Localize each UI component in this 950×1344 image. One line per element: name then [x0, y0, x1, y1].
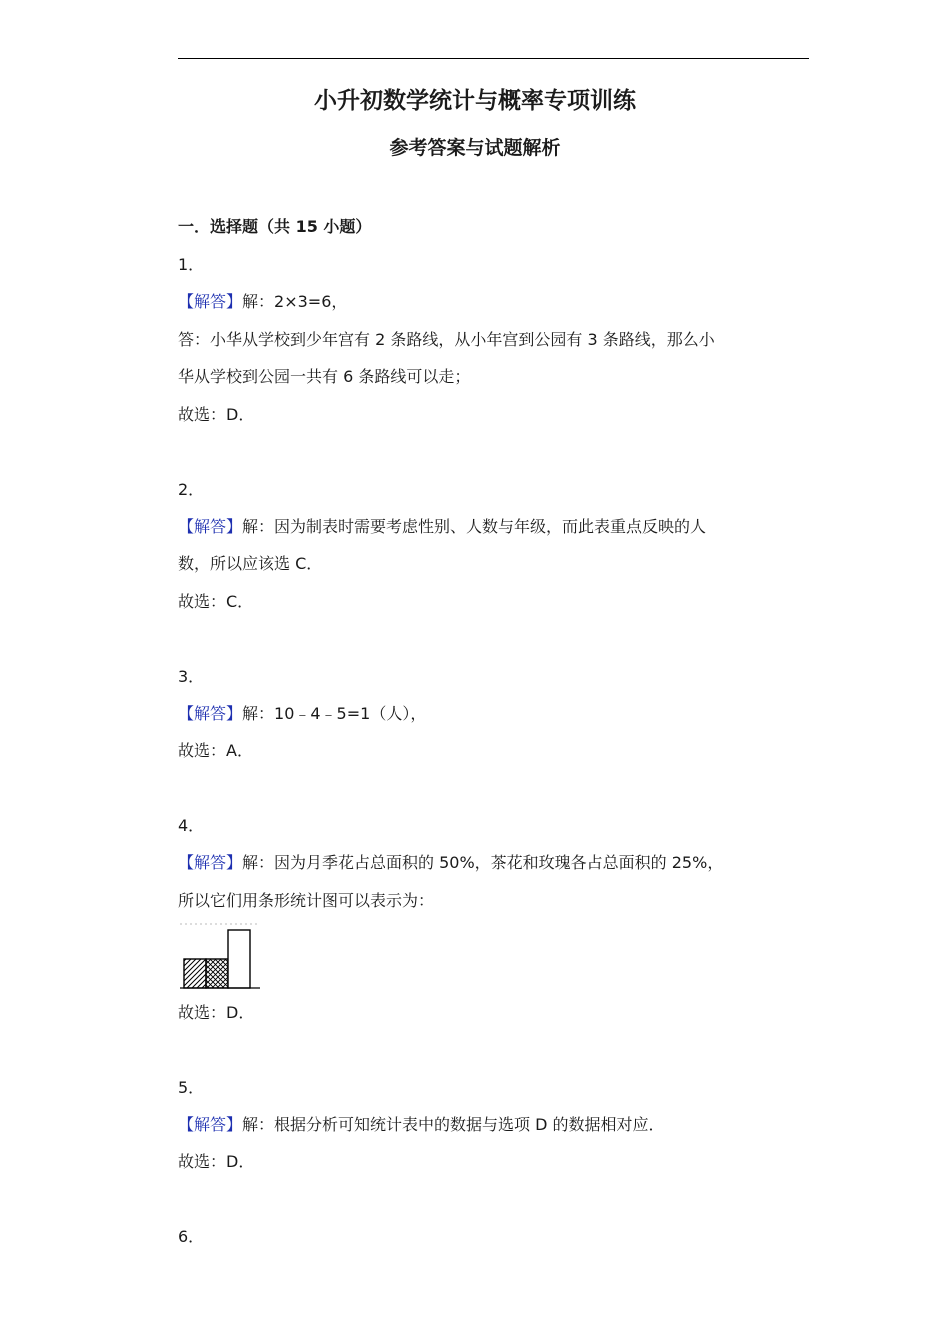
q5-choice: 故选：D．	[178, 1152, 255, 1171]
q1-number: 1．	[178, 255, 205, 274]
answer-tag: 【解答】	[178, 292, 243, 311]
q4-choice: 故选：D．	[178, 1003, 255, 1022]
q5-number: 5．	[178, 1078, 205, 1097]
answer-tag: 【解答】	[178, 853, 243, 872]
q3-answer: 解：10﹣4﹣5=1（人），	[242, 704, 427, 723]
page-title: 小升初数学统计与概率专项训练	[314, 87, 636, 114]
q2-choice: 故选：C．	[178, 592, 254, 611]
q4-bar-3	[228, 930, 250, 988]
answer-tag: 【解答】	[178, 517, 243, 536]
q5-answer-line	[178, 1114, 665, 1136]
answer-tag: 【解答】	[178, 704, 243, 723]
header-rule	[178, 58, 809, 59]
q4-answer: 解：因为月季花占总面积的 50%，茶花和玫瑰各占总面积的 25%，	[242, 853, 724, 872]
q3-answer-line	[178, 703, 426, 725]
q3-choice: 故选：A．	[178, 741, 253, 760]
q1-answer-line2: 答：小华从学校到少年宫有 2 条路线，从小年宫到公园有 3 条路线，那么小	[178, 330, 715, 349]
q2-answer-line	[178, 516, 706, 538]
page-subtitle: 参考答案与试题解析	[389, 137, 561, 159]
q1-choice: 故选：D．	[178, 405, 255, 424]
q3-number: 3．	[178, 667, 205, 686]
q2-answer: 解：因为制表时需要考虑性别、人数与年级，而此表重点反映的人	[242, 517, 707, 536]
q2-answer-line2: 数，所以应该选 C．	[178, 554, 323, 573]
q1-answer-line	[178, 291, 347, 313]
q4-bar-figure	[178, 922, 262, 990]
q4-number: 4．	[178, 816, 205, 835]
q1-answer-line3: 华从学校到公园一共有 6 条路线可以走；	[178, 367, 471, 386]
q1-answer: 解：2×3=6，	[242, 292, 348, 311]
q2-number: 2．	[178, 480, 205, 499]
section-heading: 一．选择题（共 15 小题）	[178, 217, 372, 236]
q6-number: 6．	[178, 1227, 205, 1246]
q5-answer: 解：根据分析可知统计表中的数据与选项 D 的数据相对应．	[242, 1115, 665, 1134]
q4-bar-2	[206, 959, 228, 988]
q4-bar-1	[184, 959, 206, 988]
answer-tag: 【解答】	[178, 1115, 243, 1134]
q4-answer-line	[178, 852, 723, 874]
q4-answer-line2: 所以它们用条形统计图可以表示为：	[178, 891, 435, 910]
